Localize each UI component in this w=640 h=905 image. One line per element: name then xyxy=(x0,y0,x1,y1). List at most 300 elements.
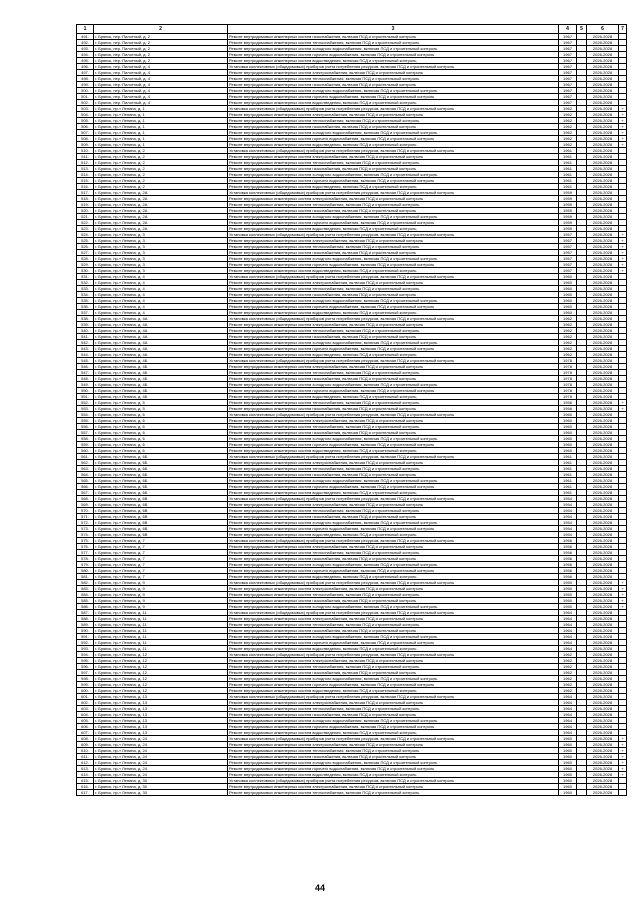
cell-period: 2026-2028 xyxy=(587,592,619,598)
cell-build-year: 1956 xyxy=(559,400,577,406)
cell-address: г. Брянск, пр-т Ленина, д. 3 xyxy=(94,250,228,256)
cell-work-type: Ремонт внутридомовых инженерных систем горячего водоснабжения, включая ПСД и строительный контроль xyxy=(228,442,559,448)
cell-address: г. Брянск, пр-т Ленина, д. 30 xyxy=(94,790,228,796)
cell-address: г. Брянск, пр-т Ленина, д. 3 xyxy=(94,232,228,238)
cell-work-type: Ремонт внутридомовых инженерных систем электроснабжения, включая ПСД и строительный контроль xyxy=(228,502,559,508)
cell-address: г. Брянск, пр-т Ленина, д. 4А xyxy=(94,352,228,358)
cell-period: 2026-2028 xyxy=(587,286,619,292)
cell-period: 2026-2028 xyxy=(587,76,619,82)
cell-note: + xyxy=(619,232,627,238)
cell-note: + xyxy=(619,118,627,124)
cell-work-type: Ремонт внутридомовых инженерных систем горячего водоснабжения, включая ПСД и строительный контроль xyxy=(228,136,559,142)
cell-build-year: 1961 xyxy=(559,478,577,484)
cell-row-number: 561. xyxy=(77,454,94,460)
cell-row-number: 591. xyxy=(77,634,94,640)
cell-period: 2026-2028 xyxy=(587,334,619,340)
cell-build-year: 1954 xyxy=(559,508,577,514)
cell-period: 2026-2028 xyxy=(587,394,619,400)
cell-period: 2026-2028 xyxy=(587,382,619,388)
cell-build-year: 1950 xyxy=(559,592,577,598)
cell-note: + xyxy=(619,112,627,118)
cell-period: 2026-2028 xyxy=(587,298,619,304)
cell-address: г. Брянск, пр-т Ленина, д. 6 xyxy=(94,418,228,424)
cell-work-type: Ремонт внутридомовых инженерных систем горячего водоснабжения, включая ПСД и строительный контроль xyxy=(228,682,559,688)
cell-work-type: Ремонт внутридомовых инженерных систем электроснабжения, включая ПСД и строительный контроль xyxy=(228,544,559,550)
cell-build-year: 1961 xyxy=(559,160,577,166)
cell-period: 2026-2028 xyxy=(587,742,619,748)
cell-build-year: 1962 xyxy=(559,328,577,334)
cell-period: 2026-2028 xyxy=(587,736,619,742)
cell-work-type: Ремонт внутридомовых инженерных систем холодного водоснабжения, включая ПСД и строительный контроль xyxy=(228,214,559,220)
cell-work-type: Ремонт внутридомовых инженерных систем газоснабжения, включая ПСД и строительный контроль xyxy=(228,628,559,634)
cell-address: г. Брянск, пр-т Ленина, д. 4 xyxy=(94,304,228,310)
cell-period: 2026-2028 xyxy=(587,172,619,178)
cell-period: 2026-2028 xyxy=(587,676,619,682)
cell-period: 2026-2028 xyxy=(587,706,619,712)
cell-address: г. Брянск, пр-т Ленина, д. 13 xyxy=(94,694,228,700)
cell-work-type: Установка коллективных (общедомовых) приборов учета потребления ресурсов, включая ПСД и строительный контроль xyxy=(228,190,559,196)
cell-period: 2026-2028 xyxy=(587,658,619,664)
cell-build-year: 1960 xyxy=(559,304,577,310)
cell-note: + xyxy=(619,130,627,136)
column-header-1: 1 xyxy=(77,25,94,34)
cell-period: 2026-2028 xyxy=(587,88,619,94)
cell-row-number: 610. xyxy=(77,748,94,754)
table-header-row xyxy=(77,25,627,34)
cell-row-number: 542. xyxy=(77,340,94,346)
table-row xyxy=(77,790,627,796)
cell-row-number: 492. xyxy=(77,40,94,46)
cell-period: 2026-2028 xyxy=(587,70,619,76)
cell-row-number: 592. xyxy=(77,640,94,646)
cell-row-number: 546. xyxy=(77,364,94,370)
cell-work-type: Ремонт внутридомовых инженерных систем газоснабжения, включая ПСД и строительный контроль xyxy=(228,430,559,436)
cell-work-type: Ремонт внутридомовых инженерных систем электроснабжения, включая ПСД и строительный контроль xyxy=(228,70,559,76)
cell-address: г. Брянск, пр-т Ленина, д. 4 xyxy=(94,310,228,316)
cell-work-type: Ремонт внутридомовых инженерных систем холодного водоснабжения, включая ПСД и строительный контроль xyxy=(228,634,559,640)
column-header-3: 3 xyxy=(228,25,559,34)
cell-address: г. Брянск, пр-т Ленина, д. 7 xyxy=(94,562,228,568)
cell-address: г. Брянск, пр-т Ленина, д. 4Б xyxy=(94,358,228,364)
cell-note: + xyxy=(619,262,627,268)
cell-row-number: 563. xyxy=(77,466,94,472)
cell-period: 2026-2028 xyxy=(587,418,619,424)
cell-build-year: 1964 xyxy=(559,712,577,718)
cell-period: 2026-2028 xyxy=(587,376,619,382)
cell-build-year: 1959 xyxy=(559,226,577,232)
cell-row-number: 555. xyxy=(77,418,94,424)
cell-build-year: 1960 xyxy=(559,754,577,760)
cell-work-type: Ремонт внутридомовых инженерных систем водоотведения, включая ПСД и строительный контроль xyxy=(228,772,559,778)
cell-work-type: Ремонт внутридомовых инженерных систем теплоснабжения, включая ПСД и строительный контроль xyxy=(228,160,559,166)
cell-build-year: 1978 xyxy=(559,358,577,364)
cell-build-year: 1962 xyxy=(559,682,577,688)
cell-row-number: 615. xyxy=(77,778,94,784)
cell-build-year: 1959 xyxy=(559,214,577,220)
cell-build-year: 1950 xyxy=(559,580,577,586)
cell-row-number: 525. xyxy=(77,238,94,244)
cell-work-type: Ремонт внутридомовых инженерных систем газоснабжения, включая ПСД и строительный контроль xyxy=(228,166,559,172)
cell-address: г. Брянск, пр-т Ленина, д. 4А xyxy=(94,346,228,352)
cell-work-type: Ремонт внутридомовых инженерных систем холодного водоснабжения, включая ПСД и строительный контроль xyxy=(228,172,559,178)
cell-period: 2026-2028 xyxy=(587,556,619,562)
cell-period: 2026-2028 xyxy=(587,142,619,148)
cell-column-5 xyxy=(577,790,587,796)
cell-build-year: 1962 xyxy=(559,136,577,142)
cell-note: + xyxy=(619,244,627,250)
cell-row-number: 493. xyxy=(77,46,94,52)
cell-work-type: Ремонт внутридомовых инженерных систем горячего водоснабжения, включая ПСД и строительный контроль xyxy=(228,484,559,490)
cell-period: 2026-2028 xyxy=(587,34,619,40)
cell-address: г. Брянск, пр-т Ленина, д. 1 xyxy=(94,142,228,148)
cell-build-year: 1967 xyxy=(559,34,577,40)
cell-row-number: 583. xyxy=(77,586,94,592)
cell-address: г. Брянск, пр-т Ленина, д. 24 xyxy=(94,736,228,742)
cell-build-year: 1967 xyxy=(559,82,577,88)
cell-period: 2026-2028 xyxy=(587,292,619,298)
cell-build-year: 1964 xyxy=(559,634,577,640)
cell-row-number: 526. xyxy=(77,244,94,250)
cell-note: + xyxy=(619,754,627,760)
cell-address: г. Брянск, пр-т Ленина, д. 2А xyxy=(94,202,228,208)
cell-row-number: 503. xyxy=(77,106,94,112)
cell-work-type: Ремонт внутридомовых инженерных систем горячего водоснабжения, включая ПСД и строительный контроль xyxy=(228,724,559,730)
cell-row-number: 540. xyxy=(77,328,94,334)
cell-period: 2026-2028 xyxy=(587,316,619,322)
cell-row-number: 559. xyxy=(77,442,94,448)
cell-build-year: 1978 xyxy=(559,394,577,400)
cell-work-type: Ремонт внутридомовых инженерных систем горячего водоснабжения, включая ПСД и строительный контроль xyxy=(228,94,559,100)
cell-row-number: 567. xyxy=(77,490,94,496)
cell-address: г. Брянск, пер. Пилотный, д. 4 xyxy=(94,76,228,82)
cell-period: 2026-2028 xyxy=(587,766,619,772)
cell-row-number: 534. xyxy=(77,292,94,298)
cell-address: г. Брянск, пр-т Ленина, д. 4Б xyxy=(94,370,228,376)
cell-work-type: Установка коллективных (общедомовых) приборов учета потребления ресурсов, включая ПСД и строительный контроль xyxy=(228,652,559,658)
cell-period: 2026-2028 xyxy=(587,202,619,208)
cell-period: 2026-2028 xyxy=(587,520,619,526)
cell-address: г. Брянск, пер. Пилотный, д. 2 xyxy=(94,58,228,64)
cell-work-type: Ремонт внутридомовых инженерных систем теплоснабжения, включая ПСД и строительный контроль xyxy=(228,466,559,472)
cell-note: + xyxy=(619,604,627,610)
cell-period: 2026-2028 xyxy=(587,754,619,760)
cell-work-type: Ремонт внутридомовых инженерных систем электроснабжения, включая ПСД и строительный контроль xyxy=(228,742,559,748)
cell-row-number: 556. xyxy=(77,424,94,430)
cell-address: г. Брянск, пр-т Ленина, д. 4 xyxy=(94,274,228,280)
cell-address: г. Брянск, пер. Пилотный, д. 4 xyxy=(94,82,228,88)
cell-row-number: 550. xyxy=(77,388,94,394)
cell-work-type: Ремонт внутридомовых инженерных систем водоотведения, включая ПСД и строительный контроль xyxy=(228,394,559,400)
cell-row-number: 577. xyxy=(77,550,94,556)
cell-period: 2026-2028 xyxy=(587,526,619,532)
cell-row-number: 521. xyxy=(77,214,94,220)
cell-row-number: 573. xyxy=(77,526,94,532)
cell-address: г. Брянск, пр-т Ленина, д. 6В xyxy=(94,514,228,520)
cell-row-number: 557. xyxy=(77,430,94,436)
cell-work-type: Установка коллективных (общедомовых) приборов учета потребления ресурсов, включая ПСД и строительный контроль xyxy=(228,106,559,112)
cell-work-type: Ремонт внутридомовых инженерных систем газоснабжения, включая ПСД и строительный контроль xyxy=(228,82,559,88)
column-header-2: 2 xyxy=(94,25,228,34)
cell-build-year: 1978 xyxy=(559,388,577,394)
cell-address: г. Брянск, пр-т Ленина, д. 11 xyxy=(94,646,228,652)
cell-note: + xyxy=(619,736,627,742)
cell-work-type: Ремонт внутридомовых инженерных систем электроснабжения, включая ПСД и строительный контроль xyxy=(228,658,559,664)
cell-note xyxy=(619,790,627,796)
cell-row-number: 588. xyxy=(77,616,94,622)
cell-build-year: 1967 xyxy=(559,100,577,106)
cell-work-type: Ремонт внутридомовых инженерных систем горячего водоснабжения, включая ПСД и строительный контроль xyxy=(228,262,559,268)
cell-work-type: Ремонт внутридомовых инженерных систем холодного водоснабжения, включая ПСД и строительный контроль xyxy=(228,88,559,94)
cell-row-number: 576. xyxy=(77,544,94,550)
cell-address: г. Брянск, пр-т Ленина, д. 2А xyxy=(94,220,228,226)
cell-address: г. Брянск, пр-т Ленина, д. 6Б xyxy=(94,490,228,496)
cell-build-year: 1960 xyxy=(559,448,577,454)
cell-build-year: 1956 xyxy=(559,556,577,562)
cell-row-number: 581. xyxy=(77,574,94,580)
cell-address: г. Брянск, пр-т Ленина, д. 4А xyxy=(94,316,228,322)
cell-row-number: 547. xyxy=(77,370,94,376)
cell-address: г. Брянск, пр-т Ленина, д. 6Б xyxy=(94,460,228,466)
cell-row-number: 520. xyxy=(77,208,94,214)
cell-note: + xyxy=(619,400,627,406)
cell-period: 2026-2028 xyxy=(587,730,619,736)
cell-period: 2026-2028 xyxy=(587,208,619,214)
cell-work-type: Ремонт внутридомовых инженерных систем водоотведения, включая ПСД и строительный контроль xyxy=(228,730,559,736)
cell-build-year: 1978 xyxy=(559,370,577,376)
cell-build-year: 1954 xyxy=(559,526,577,532)
cell-row-number: 613. xyxy=(77,766,94,772)
cell-work-type: Установка коллективных (общедомовых) приборов учета потребления ресурсов, включая ПСД и строительный контроль xyxy=(228,232,559,238)
cell-row-number: 600. xyxy=(77,688,94,694)
cell-work-type: Ремонт внутридомовых инженерных систем газоснабжения, включая ПСД и строительный контроль xyxy=(228,472,559,478)
cell-work-type: Ремонт внутридомовых инженерных систем газоснабжения, включая ПСД и строительный контроль xyxy=(228,514,559,520)
cell-period: 2026-2028 xyxy=(587,166,619,172)
cell-row-number: 605. xyxy=(77,718,94,724)
cell-period: 2026-2028 xyxy=(587,214,619,220)
cell-work-type: Ремонт внутридомовых инженерных систем водоотведения, включая ПСД и строительный контроль xyxy=(228,310,559,316)
cell-work-type: Ремонт внутридомовых инженерных систем газоснабжения, включая ПСД и строительный контроль xyxy=(228,556,559,562)
cell-address: г. Брянск, пр-т Ленина, д. 11 xyxy=(94,640,228,646)
cell-address: г. Брянск, пр-т Ленина, д. 6Б xyxy=(94,472,228,478)
cell-period: 2026-2028 xyxy=(587,430,619,436)
cell-address: г. Брянск, пр-т Ленина, д. 9 xyxy=(94,598,228,604)
cell-build-year: 1962 xyxy=(559,130,577,136)
cell-address: г. Брянск, пр-т Ленина, д. 5 xyxy=(94,400,228,406)
cell-build-year: 1960 xyxy=(559,412,577,418)
cell-build-year: 1967 xyxy=(559,70,577,76)
cell-address: г. Брянск, пр-т Ленина, д. 6 xyxy=(94,424,228,430)
cell-row-number: 574. xyxy=(77,532,94,538)
cell-row-number: 607. xyxy=(77,730,94,736)
cell-work-type: Ремонт внутридомовых инженерных систем теплоснабжения, включая ПСД и строительный контроль xyxy=(228,550,559,556)
cell-row-number: 606. xyxy=(77,724,94,730)
cell-address: г. Брянск, пр-т Ленина, д. 4 xyxy=(94,298,228,304)
cell-row-number: 598. xyxy=(77,676,94,682)
cell-address: г. Брянск, пр-т Ленина, д. 30 xyxy=(94,778,228,784)
cell-work-type: Установка коллективных (общедомовых) приборов учета потребления ресурсов, включая ПСД и строительный контроль xyxy=(228,316,559,322)
cell-address: г. Брянск, пр-т Ленина, д. 6Б xyxy=(94,484,228,490)
cell-work-type: Установка коллективных (общедомовых) приборов учета потребления ресурсов, включая ПСД и строительный контроль xyxy=(228,412,559,418)
cell-address: г. Брянск, пр-т Ленина, д. 1 xyxy=(94,118,228,124)
cell-row-number: 594. xyxy=(77,652,94,658)
cell-build-year: 1964 xyxy=(559,616,577,622)
cell-work-type: Ремонт внутридомовых инженерных систем холодного водоснабжения, включая ПСД и строительный контроль xyxy=(228,760,559,766)
cell-address: г. Брянск, пр-т Ленина, д. 11 xyxy=(94,616,228,622)
cell-build-year: 1960 xyxy=(559,736,577,742)
cell-row-number: 616. xyxy=(77,784,94,790)
cell-address: г. Брянск, пр-т Ленина, д. 13 xyxy=(94,706,228,712)
cell-build-year: 1960 xyxy=(559,442,577,448)
cell-address: г. Брянск, пр-т Ленина, д. 2 xyxy=(94,148,228,154)
cell-address: г. Брянск, пр-т Ленина, д. 2А xyxy=(94,196,228,202)
cell-row-number: 494. xyxy=(77,52,94,58)
cell-row-number: 560. xyxy=(77,448,94,454)
cell-address: г. Брянск, пр-т Ленина, д. 1 xyxy=(94,124,228,130)
cell-period: 2026-2028 xyxy=(587,454,619,460)
cell-work-type: Ремонт внутридомовых инженерных систем горячего водоснабжения, включая ПСД и строительный контроль xyxy=(228,304,559,310)
cell-period: 2026-2028 xyxy=(587,304,619,310)
cell-build-year: 1962 xyxy=(559,112,577,118)
cell-period: 2026-2028 xyxy=(587,772,619,778)
cell-row-number: 602. xyxy=(77,700,94,706)
cell-address: г. Брянск, пр-т Ленина, д. 4Б xyxy=(94,382,228,388)
cell-address: г. Брянск, пр-т Ленина, д. 1 xyxy=(94,130,228,136)
cell-row-number: 522. xyxy=(77,220,94,226)
cell-build-year: 1964 xyxy=(559,706,577,712)
cell-period: 2026-2028 xyxy=(587,616,619,622)
cell-build-year: 1962 xyxy=(559,688,577,694)
cell-address: г. Брянск, пр-т Ленина, д. 6В xyxy=(94,502,228,508)
cell-period: 2026-2028 xyxy=(587,220,619,226)
cell-build-year: 1954 xyxy=(559,520,577,526)
cell-work-type: Ремонт внутридомовых инженерных систем теплоснабжения, включая ПСД и строительный контроль xyxy=(228,748,559,754)
cell-address: г. Брянск, пр-т Ленина, д. 30 xyxy=(94,784,228,790)
cell-period: 2026-2028 xyxy=(587,364,619,370)
cell-row-number: 612. xyxy=(77,760,94,766)
cell-build-year: 1961 xyxy=(559,484,577,490)
cell-work-type: Ремонт внутридомовых инженерных систем холодного водоснабжения, включая ПСД и строительный контроль xyxy=(228,562,559,568)
cell-period: 2026-2028 xyxy=(587,94,619,100)
cell-work-type: Ремонт внутридомовых инженерных систем теплоснабжения, включая ПСД и строительный контроль xyxy=(228,706,559,712)
cell-work-type: Ремонт внутридомовых инженерных систем водоотведения, включая ПСД и строительный контроль xyxy=(228,352,559,358)
cell-build-year: 1962 xyxy=(559,106,577,112)
cell-period: 2026-2028 xyxy=(587,700,619,706)
cell-build-year: 1961 xyxy=(559,460,577,466)
cell-period: 2026-2028 xyxy=(587,310,619,316)
cell-address: г. Брянск, пр-т Ленина, д. 2 xyxy=(94,172,228,178)
cell-period: 2026-2028 xyxy=(587,634,619,640)
cell-build-year: 1962 xyxy=(559,124,577,130)
cell-period: 2026-2028 xyxy=(587,670,619,676)
cell-work-type: Установка коллективных (общедомовых) приборов учета потребления ресурсов, включая ПСД и строительный контроль xyxy=(228,580,559,586)
cell-build-year: 1961 xyxy=(559,154,577,160)
cell-work-type: Ремонт внутридомовых инженерных систем холодного водоснабжения, включая ПСД и строительный контроль xyxy=(228,676,559,682)
cell-work-type: Ремонт внутридомовых инженерных систем теплоснабжения, включая ПСД и строительный контроль xyxy=(228,622,559,628)
cell-work-type: Ремонт внутридомовых инженерных систем теплоснабжения, включая ПСД и строительный контроль xyxy=(228,664,559,670)
cell-period: 2026-2028 xyxy=(587,232,619,238)
cell-build-year: 1967 xyxy=(559,46,577,52)
cell-period: 2026-2028 xyxy=(587,250,619,256)
cell-row-number: 596. xyxy=(77,664,94,670)
cell-build-year: 1960 xyxy=(559,286,577,292)
cell-address: г. Брянск, пр-т Ленина, д. 12 xyxy=(94,658,228,664)
cell-note: + xyxy=(619,760,627,766)
cell-row-number: 528. xyxy=(77,256,94,262)
cell-period: 2026-2028 xyxy=(587,610,619,616)
cell-work-type: Ремонт внутридомовых инженерных систем холодного водоснабжения, включая ПСД и строительный контроль xyxy=(228,298,559,304)
cell-period: 2026-2028 xyxy=(587,604,619,610)
cell-address: г. Брянск, пр-т Ленина, д. 12 xyxy=(94,688,228,694)
cell-row-number: 502. xyxy=(77,100,94,106)
cell-work-type: Ремонт внутридомовых инженерных систем горячего водоснабжения, включая ПСД и строительный контроль xyxy=(228,220,559,226)
cell-row-number: 587. xyxy=(77,610,94,616)
cell-work-type: Ремонт внутридомовых инженерных систем горячего водоснабжения, включая ПСД и строительный контроль xyxy=(228,388,559,394)
cell-build-year: 1954 xyxy=(559,514,577,520)
cell-build-year: 1956 xyxy=(559,550,577,556)
cell-build-year: 1978 xyxy=(559,364,577,370)
cell-work-type: Ремонт внутридомовых инженерных систем теплоснабжения, включая ПСД и строительный контроль xyxy=(228,118,559,124)
cell-address: г. Брянск, пр-т Ленина, д. 4А xyxy=(94,322,228,328)
cell-work-type: Ремонт внутридомовых инженерных систем водоотведения, включая ПСД и строительный контроль xyxy=(228,142,559,148)
cell-build-year: 1959 xyxy=(559,190,577,196)
cell-work-type: Ремонт внутридомовых инженерных систем холодного водоснабжения, включая ПСД и строительный контроль xyxy=(228,256,559,262)
cell-address: г. Брянск, пр-т Ленина, д. 7 xyxy=(94,574,228,580)
cell-build-year: 1954 xyxy=(559,502,577,508)
cell-build-year: 1962 xyxy=(559,676,577,682)
cell-work-type: Установка коллективных (общедомовых) приборов учета потребления ресурсов, включая ПСД и строительный контроль xyxy=(228,538,559,544)
cell-build-year: 1956 xyxy=(559,544,577,550)
cell-period: 2026-2028 xyxy=(587,238,619,244)
cell-build-year: 1964 xyxy=(559,730,577,736)
cell-period: 2026-2028 xyxy=(587,718,619,724)
cell-row-number: 569. xyxy=(77,502,94,508)
cell-row-number: 523. xyxy=(77,226,94,232)
cell-build-year: 1960 xyxy=(559,766,577,772)
cell-address: г. Брянск, пр-т Ленина, д. 13 xyxy=(94,724,228,730)
cell-period: 2026-2028 xyxy=(587,346,619,352)
cell-row-number: 497. xyxy=(77,70,94,76)
cell-address: г. Брянск, пр-т Ленина, д. 24 xyxy=(94,760,228,766)
cell-address: г. Брянск, пр-т Ленина, д. 4Б xyxy=(94,394,228,400)
cell-work-type: Ремонт внутридомовых инженерных систем водоотведения, включая ПСД и строительный контроль xyxy=(228,226,559,232)
cell-work-type: Ремонт внутридомовых инженерных систем электроснабжения, включая ПСД и строительный контроль xyxy=(228,280,559,286)
cell-address: г. Брянск, пр-т Ленина, д. 4Б xyxy=(94,376,228,382)
cell-build-year: 1962 xyxy=(559,346,577,352)
cell-address: г. Брянск, пер. Пилотный, д. 4 xyxy=(94,100,228,106)
cell-work-type: Ремонт внутридомовых инженерных систем горячего водоснабжения, включая ПСД и строительный контроль xyxy=(228,640,559,646)
cell-row-number: 589. xyxy=(77,622,94,628)
cell-build-year: 1962 xyxy=(559,334,577,340)
cell-work-type: Ремонт внутридомовых инженерных систем водоотведения, включая ПСД и строительный контроль xyxy=(228,688,559,694)
cell-address: г. Брянск, пр-т Ленина, д. 11 xyxy=(94,610,228,616)
cell-row-number: 515. xyxy=(77,178,94,184)
cell-period: 2026-2028 xyxy=(587,502,619,508)
cell-work-type: Ремонт внутридомовых инженерных систем теплоснабжения, включая ПСД и строительный контроль xyxy=(228,508,559,514)
cell-period: 2026-2028 xyxy=(587,256,619,262)
cell-address: г. Брянск, пр-т Ленина, д. 4А xyxy=(94,328,228,334)
cell-row-number: 541. xyxy=(77,334,94,340)
cell-row-number: 506. xyxy=(77,124,94,130)
cell-address: г. Брянск, пр-т Ленина, д. 24 xyxy=(94,766,228,772)
cell-period: 2026-2028 xyxy=(587,586,619,592)
cell-period: 2026-2028 xyxy=(587,448,619,454)
cell-work-type: Ремонт внутридомовых инженерных систем холодного водоснабжения, включая ПСД и строительный контроль xyxy=(228,520,559,526)
cell-row-number: 500. xyxy=(77,88,94,94)
cell-period: 2026-2028 xyxy=(587,574,619,580)
cell-work-type: Ремонт внутридомовых инженерных систем теплоснабжения, включая ПСД и строительный контроль xyxy=(228,370,559,376)
cell-row-number: 572. xyxy=(77,520,94,526)
page-number: 44 xyxy=(314,883,325,893)
